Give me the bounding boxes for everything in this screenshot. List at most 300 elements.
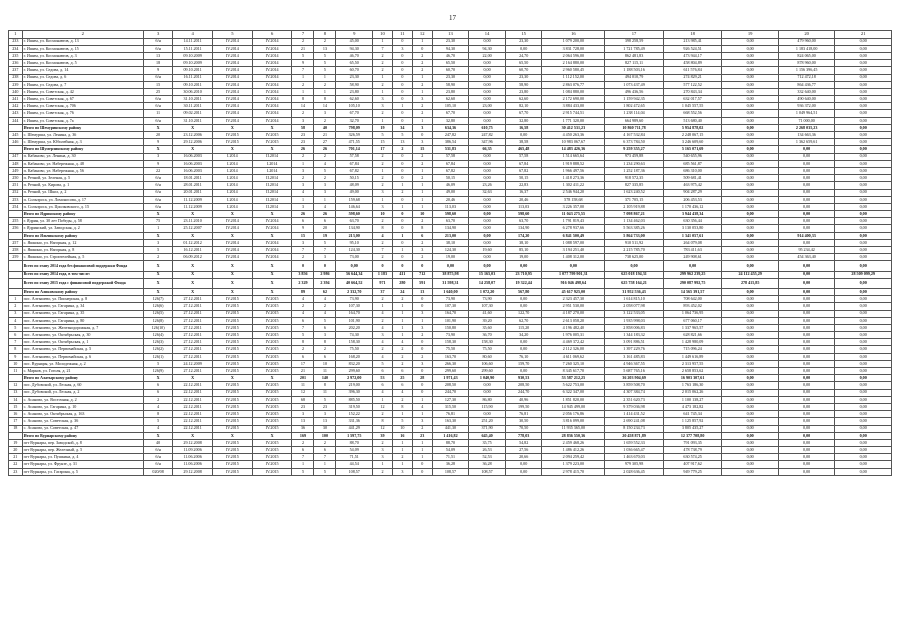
table-cell: 27.12.2011	[173, 324, 213, 331]
table-cell: 20 458 871,89	[605, 432, 664, 439]
table-cell: 3	[373, 332, 393, 339]
table-cell: 6 841 500,49	[542, 232, 605, 239]
table-cell: IV.2015	[212, 411, 252, 418]
table-cell: 1 966 497,56	[542, 167, 605, 174]
table-cell: 1	[373, 303, 393, 310]
table-cell: 0,00	[835, 96, 892, 103]
address-cell: г. Ядрин, ул. 30 лет Победы, д. 58	[22, 218, 143, 225]
table-cell: 3 130 053,80	[663, 225, 722, 232]
table-cell: 60,70	[336, 67, 373, 74]
table-cell: 09.10.2009	[173, 60, 213, 67]
table-cell: 2 459 468,26	[542, 439, 605, 446]
table-cell: б/н	[143, 447, 172, 454]
table-cell: 8	[292, 339, 314, 346]
table-cell: 3 194 251,40	[542, 247, 605, 254]
table-cell: 5	[314, 52, 336, 59]
table-cell: 6	[314, 447, 336, 454]
table-cell: X	[173, 211, 213, 218]
table-cell: 250	[9, 175, 23, 182]
table-cell: 6	[314, 324, 336, 331]
table-cell: 106,60	[469, 360, 506, 367]
table-cell: 86,80	[469, 396, 506, 403]
table-cell: 0,00	[722, 296, 778, 303]
address-cell: с. Асаново, ул. Советская, д. 36	[22, 418, 143, 425]
table-cell: 5	[143, 247, 172, 254]
table-cell: X	[143, 271, 172, 278]
table-cell: 0,00	[778, 396, 834, 403]
table-cell: 4	[143, 403, 172, 410]
table-cell: 140	[314, 375, 336, 382]
table-cell: 40	[314, 124, 336, 131]
table-cell: 20	[143, 132, 172, 139]
table-cell: 331,36	[336, 418, 373, 425]
table-cell: 39,20	[469, 317, 506, 324]
table-cell: I.2014	[212, 160, 252, 167]
table-cell: 247,82	[469, 132, 506, 139]
table-cell: 49,00	[336, 189, 373, 196]
table-cell: 0,00	[469, 411, 506, 418]
table-cell: 32,80	[432, 117, 469, 124]
table-cell: 1 659 552,33	[605, 439, 664, 446]
table-cell: 0	[412, 468, 432, 475]
table-cell: б/н	[143, 175, 172, 182]
table-cell: 0,00	[722, 175, 778, 182]
table-cell: 0,00	[722, 396, 778, 403]
table-cell: 0	[392, 153, 412, 160]
table-cell: 2	[392, 189, 412, 196]
table-cell: 12	[373, 403, 393, 410]
table-cell: 0,00	[778, 167, 834, 174]
table-cell: 11	[314, 389, 336, 396]
table-cell: 3 226 357,00	[542, 203, 605, 210]
table-cell: 2 112 326,00	[542, 346, 605, 353]
table-cell: 2 105 919,88	[605, 203, 664, 210]
table-cell: 26	[292, 146, 314, 153]
table-cell: 1 238 114,04	[605, 110, 664, 117]
table-cell: 1 428 980,09	[663, 339, 722, 346]
table-cell: 11.12.2009	[173, 203, 213, 210]
table-cell: 2	[314, 439, 336, 446]
table-cell: 471,55	[336, 139, 373, 146]
table-cell: 09.10.2011	[173, 67, 213, 74]
table-cell: 73,90	[469, 296, 506, 303]
table-row	[9, 52, 892, 59]
table-cell: 13	[314, 418, 336, 425]
table-cell: 1 463 670,03	[605, 454, 664, 461]
column-number: 9	[336, 31, 373, 39]
table-cell: 2	[292, 110, 314, 117]
table-cell: 21	[292, 45, 314, 52]
table-cell: 708 642,00	[663, 296, 722, 303]
table-cell: 7	[314, 454, 336, 461]
table-cell: 2	[412, 160, 432, 167]
table-cell: 09.10.2009	[173, 52, 213, 59]
table-cell: X	[212, 271, 252, 278]
table-cell: 0,00	[835, 447, 892, 454]
table-cell: 23	[292, 132, 314, 139]
table-row	[9, 332, 892, 339]
table-cell: 0,00	[778, 403, 834, 410]
table-cell: 39	[373, 432, 393, 439]
table-cell: 540 655,96	[663, 153, 722, 160]
table-cell: 1 416,82	[432, 432, 469, 439]
table-cell: 0,00	[835, 45, 892, 52]
table-cell: 88,70	[432, 439, 469, 446]
table-cell: 48,09	[336, 182, 373, 189]
table-cell: 1	[392, 324, 412, 331]
address-cell: Всего по этапу 2015 года с финансовой поддержкой Фонда	[22, 278, 143, 288]
table-row	[9, 160, 892, 167]
table-cell: IV.2015	[252, 368, 292, 375]
table-cell: 163,70	[432, 353, 469, 360]
table-cell: 10	[373, 211, 393, 218]
table-cell: 3	[412, 139, 432, 146]
table-row	[9, 132, 892, 139]
table-row	[9, 382, 892, 389]
table-cell: 0,00	[722, 411, 778, 418]
table-cell: 1	[412, 88, 432, 95]
address-cell: п. Речной, ул. Школ, д. 2	[22, 189, 143, 196]
address-cell: г. Ишим, ул. Седова, д. 7	[22, 81, 143, 88]
address-cell: с. Марков, ул. Гоголя, д. 21	[22, 368, 143, 375]
table-cell: 0,00	[835, 232, 892, 239]
table-cell: 22.12.2011	[173, 396, 213, 403]
address-cell: пос. Алтышево, ул. Гагарина, д. 80	[22, 317, 143, 324]
table-cell: 32,63	[469, 189, 506, 196]
table-cell: 0	[392, 261, 412, 271]
table-cell: 0	[412, 382, 432, 389]
table-cell: 67,70	[336, 110, 373, 117]
table-cell: 531,83	[432, 146, 469, 153]
table-cell: 1	[392, 332, 412, 339]
table-cell: 0,00	[469, 196, 506, 203]
table-cell: 0,00	[835, 74, 892, 81]
table-cell: 3	[373, 189, 393, 196]
table-cell: 2	[392, 353, 412, 360]
table-cell: 5	[292, 332, 314, 339]
table-cell: 0,00	[722, 324, 778, 331]
table-cell: 668 552,56	[663, 110, 722, 117]
table-cell: 0,00	[835, 418, 892, 425]
table-cell: 2 351 620,73	[605, 396, 664, 403]
address-cell: Итого по Шумерлинскому району	[22, 146, 143, 153]
table-cell: 0,00	[605, 261, 664, 271]
address-cell: п. Сольпроса, ул. Циолковского, д. 15	[22, 203, 143, 210]
table-row	[9, 254, 892, 261]
table-cell: 0,00	[469, 160, 506, 167]
table-cell: IV.2015	[212, 139, 252, 146]
table-cell: 1 614 815,10	[605, 296, 664, 303]
table-cell: 1	[143, 225, 172, 232]
table-cell: 0	[412, 346, 432, 353]
table-cell: 75,50	[432, 346, 469, 353]
table-cell: IV.2015	[252, 411, 292, 418]
table-cell: 0	[392, 81, 412, 88]
table-cell: 20,46	[432, 196, 469, 203]
table-cell: 2	[373, 218, 393, 225]
table-cell: 0	[392, 239, 412, 246]
table-cell: IV.2014	[212, 45, 252, 52]
address-cell: Итого по Аликовскому району	[22, 288, 143, 295]
table-cell: 213 985,41	[663, 38, 722, 45]
table-cell: 0	[412, 261, 432, 271]
table-cell: 0,00	[835, 167, 892, 174]
table-cell: 15	[412, 146, 432, 153]
address-cell: пгт Вурнары, ул. Пушкина, д. 4	[22, 454, 143, 461]
table-cell: II.2014	[252, 153, 292, 160]
table-cell: 0,00	[722, 124, 778, 131]
table-cell: 2	[292, 303, 314, 310]
table-cell: 9	[292, 60, 314, 67]
table-cell: 2	[373, 153, 393, 160]
table-cell: 2	[373, 81, 393, 88]
table-cell: 5 687 765,16	[605, 368, 664, 375]
housing-table	[8, 30, 892, 476]
table-cell: 1	[412, 196, 432, 203]
table-cell: 37	[373, 288, 393, 295]
table-cell: 6	[143, 382, 172, 389]
table-cell: 7 260 325,10	[542, 360, 605, 367]
table-cell: IV.2015	[212, 346, 252, 353]
table-cell: 2	[373, 160, 393, 167]
table-cell: 326,59	[336, 132, 373, 139]
table-cell: X	[212, 211, 252, 218]
table-cell: 0,00	[778, 339, 834, 346]
table-cell: 0,00	[505, 303, 542, 310]
subtotal-row	[9, 271, 892, 278]
table-cell: 9 259 355,27	[605, 146, 664, 153]
table-cell: IV.2015	[252, 461, 292, 468]
table-cell: 60,70	[432, 67, 469, 74]
table-cell: 58,90	[336, 81, 373, 88]
table-cell: 244,70	[432, 389, 469, 396]
table-cell: 1 072,20	[469, 288, 506, 295]
table-cell: 22.12.2011	[173, 382, 213, 389]
table-cell: 2	[314, 303, 336, 310]
table-cell: 1	[412, 167, 432, 174]
table-cell: 918 572,35	[605, 175, 664, 182]
table-cell: 1 079 200,00	[542, 38, 605, 45]
table-cell: 12	[373, 425, 393, 432]
table-cell: 3	[143, 153, 172, 160]
table-cell: 65,50	[505, 60, 542, 67]
table-cell: X	[173, 288, 213, 295]
table-cell: 862 481,83	[605, 52, 664, 59]
table-cell: 0,00	[835, 189, 892, 196]
table-cell: 0,00	[778, 454, 834, 461]
table-cell: 0,00	[835, 52, 892, 59]
table-cell: 124,30	[336, 247, 373, 254]
table-cell: 17	[373, 146, 393, 153]
table-cell: 3	[412, 418, 432, 425]
table-cell: 8	[292, 96, 314, 103]
table-cell: 0	[392, 67, 412, 74]
table-cell: 4	[373, 389, 393, 396]
table-cell: 3	[314, 411, 336, 418]
table-cell: 65,50	[336, 60, 373, 67]
table-cell: 0,00	[722, 254, 778, 261]
table-cell: 10	[314, 360, 336, 367]
table-cell: IV.2015	[252, 132, 292, 139]
table-cell: 3	[292, 411, 314, 418]
table-cell: 630 574,25	[663, 454, 722, 461]
table-cell: 3	[373, 454, 393, 461]
table-cell: 0	[412, 132, 432, 139]
table-cell: 3	[314, 182, 336, 189]
table-cell: 107,30	[432, 303, 469, 310]
table-cell: 4	[314, 203, 336, 210]
table-cell: 1 064 736,95	[663, 310, 722, 317]
table-row	[9, 396, 892, 403]
table-cell: 0,00	[722, 317, 778, 324]
table-cell: 2 972,00	[336, 375, 373, 382]
table-cell: 243	[9, 110, 23, 117]
table-cell: 1	[373, 167, 393, 174]
table-cell: 916 046 498,64	[542, 278, 605, 288]
table-cell: IV.2015	[252, 418, 292, 425]
table-cell: 1 188 503,16	[605, 67, 664, 74]
table-cell: 3	[412, 96, 432, 103]
table-cell: 1 112 152,00	[542, 74, 605, 81]
table-cell: 5 165 071,69	[663, 146, 722, 153]
table-cell: 159,70	[505, 360, 542, 367]
table-cell: 1	[392, 411, 412, 418]
table-cell: 3 859 508,70	[605, 382, 664, 389]
table-cell: 1 802 472,65	[605, 103, 664, 110]
address-cell: с. Яшкино, ул. Нагорная, д. 8	[22, 247, 143, 254]
table-cell: 509 681,41	[663, 175, 722, 182]
table-cell: IV.2015	[252, 346, 292, 353]
address-cell: пос. Алтышево, ул. Железнодорожная, д. 7	[22, 324, 143, 331]
table-cell: 66,35	[469, 146, 506, 153]
table-cell: 0,00	[778, 461, 834, 468]
table-cell: 4	[373, 310, 393, 317]
address-cell: пос. Алтышево, ул. Первомайская, д. 6	[22, 353, 143, 360]
table-cell: 134 663,36	[778, 132, 834, 139]
table-cell: 827 115,11	[605, 60, 664, 67]
address-cell: с. Шемурша, ул. Юбилейная, д. 3	[22, 139, 143, 146]
table-cell: IV.2015	[252, 454, 292, 461]
table-cell: 0,00	[835, 346, 892, 353]
table-cell: б/н	[143, 461, 172, 468]
table-cell: 2 978 415,70	[542, 468, 605, 475]
table-cell: 6	[373, 368, 393, 375]
table-cell	[9, 271, 23, 278]
table-cell: IV.2015	[252, 389, 292, 396]
table-cell: 1 971,43	[432, 375, 469, 382]
table-row	[9, 203, 892, 210]
table-cell: 973 459,88	[605, 153, 664, 160]
table-cell: 3	[412, 247, 432, 254]
table-cell: 274 829,21	[663, 74, 722, 81]
table-cell: 201	[292, 375, 314, 382]
table-cell: 5	[314, 396, 336, 403]
table-cell: 50,15	[505, 175, 542, 182]
table-cell: 3	[314, 332, 336, 339]
table-cell: IV.2015	[212, 468, 252, 475]
subtotal-row	[9, 146, 892, 153]
table-cell: 107,30	[336, 303, 373, 310]
table-cell: 14 565 391,57	[663, 288, 722, 295]
table-row	[9, 403, 892, 410]
table-cell: 979 305,98	[605, 461, 664, 468]
table-cell: 29.12.2008	[173, 468, 213, 475]
table-cell: 19 322,44	[505, 278, 542, 288]
table-cell: 23	[292, 403, 314, 410]
table-cell: 0,00	[722, 110, 778, 117]
table-cell: 0,00	[835, 38, 892, 45]
table-cell: 113,03	[432, 203, 469, 210]
table-cell: II.2014	[252, 196, 292, 203]
address-cell: г. Ишим, ул. Космонавтов, д. 15	[22, 45, 143, 52]
table-cell: 3	[314, 110, 336, 117]
table-cell: 163,30	[432, 418, 469, 425]
table-cell: 23,26	[469, 182, 506, 189]
table-cell: 240	[9, 88, 23, 95]
table-cell: I.2014	[212, 196, 252, 203]
table-cell: II.2014	[252, 182, 292, 189]
table-cell: IV.2015	[212, 324, 252, 331]
table-cell: X	[212, 375, 252, 382]
table-cell: 0,00	[835, 196, 892, 203]
table-cell: 5	[392, 418, 412, 425]
address-cell: г. Ишим, ул. Космонавтов, д. 3	[22, 52, 143, 59]
table-cell: 27.12.2011	[173, 310, 213, 317]
table-cell: 12	[9, 382, 23, 389]
table-row	[9, 411, 892, 418]
table-cell: 31.10.2011	[173, 96, 213, 103]
table-cell: 0,00	[469, 60, 506, 67]
table-cell: 3 805 435,27	[663, 425, 722, 432]
table-cell: 2	[314, 117, 336, 124]
address-cell: г. Ишим, ул. Седова, д. 14	[22, 67, 143, 74]
table-cell: 213,00	[432, 232, 469, 239]
table-cell: 3	[292, 182, 314, 189]
table-cell: 14 483 426,36	[542, 146, 605, 153]
table-cell: 0,00	[835, 368, 892, 375]
table-cell: 0,00	[778, 360, 834, 367]
table-cell: 1	[373, 396, 393, 403]
table-cell: 0,00	[778, 239, 834, 246]
table-cell: 0,00	[722, 182, 778, 189]
table-cell: 0,00	[722, 425, 778, 432]
address-cell: г. Ишим, ул. Космонавтов, д. 5	[22, 60, 143, 67]
table-cell: 13	[143, 52, 172, 59]
address-cell: п. Речной, ул. Кирова, д. 1	[22, 182, 143, 189]
table-cell: 2 313 957,55	[663, 360, 722, 367]
table-cell: 2	[412, 110, 432, 117]
table-cell: 38,58	[505, 139, 542, 146]
table-cell: 73,00	[336, 254, 373, 261]
table-cell: IV.2014	[212, 247, 252, 254]
table-cell: 2	[412, 239, 432, 246]
table-cell: 0,00	[835, 278, 892, 288]
table-cell: 3 246 609,60	[663, 139, 722, 146]
table-cell: 0,00	[722, 117, 778, 124]
table-cell: IV.2015	[212, 339, 252, 346]
table-cell: 0,00	[722, 196, 778, 203]
table-cell: 19,00	[505, 254, 542, 261]
table-cell: 441,29	[336, 425, 373, 432]
table-cell: 6	[292, 447, 314, 454]
table-cell: 4	[292, 296, 314, 303]
table-cell: 113,03	[505, 203, 542, 210]
table-row	[9, 389, 892, 396]
table-cell: б/н	[143, 196, 172, 203]
table-cell: IV.2015	[252, 339, 292, 346]
table-cell: 591	[412, 278, 432, 288]
table-row	[9, 189, 892, 196]
